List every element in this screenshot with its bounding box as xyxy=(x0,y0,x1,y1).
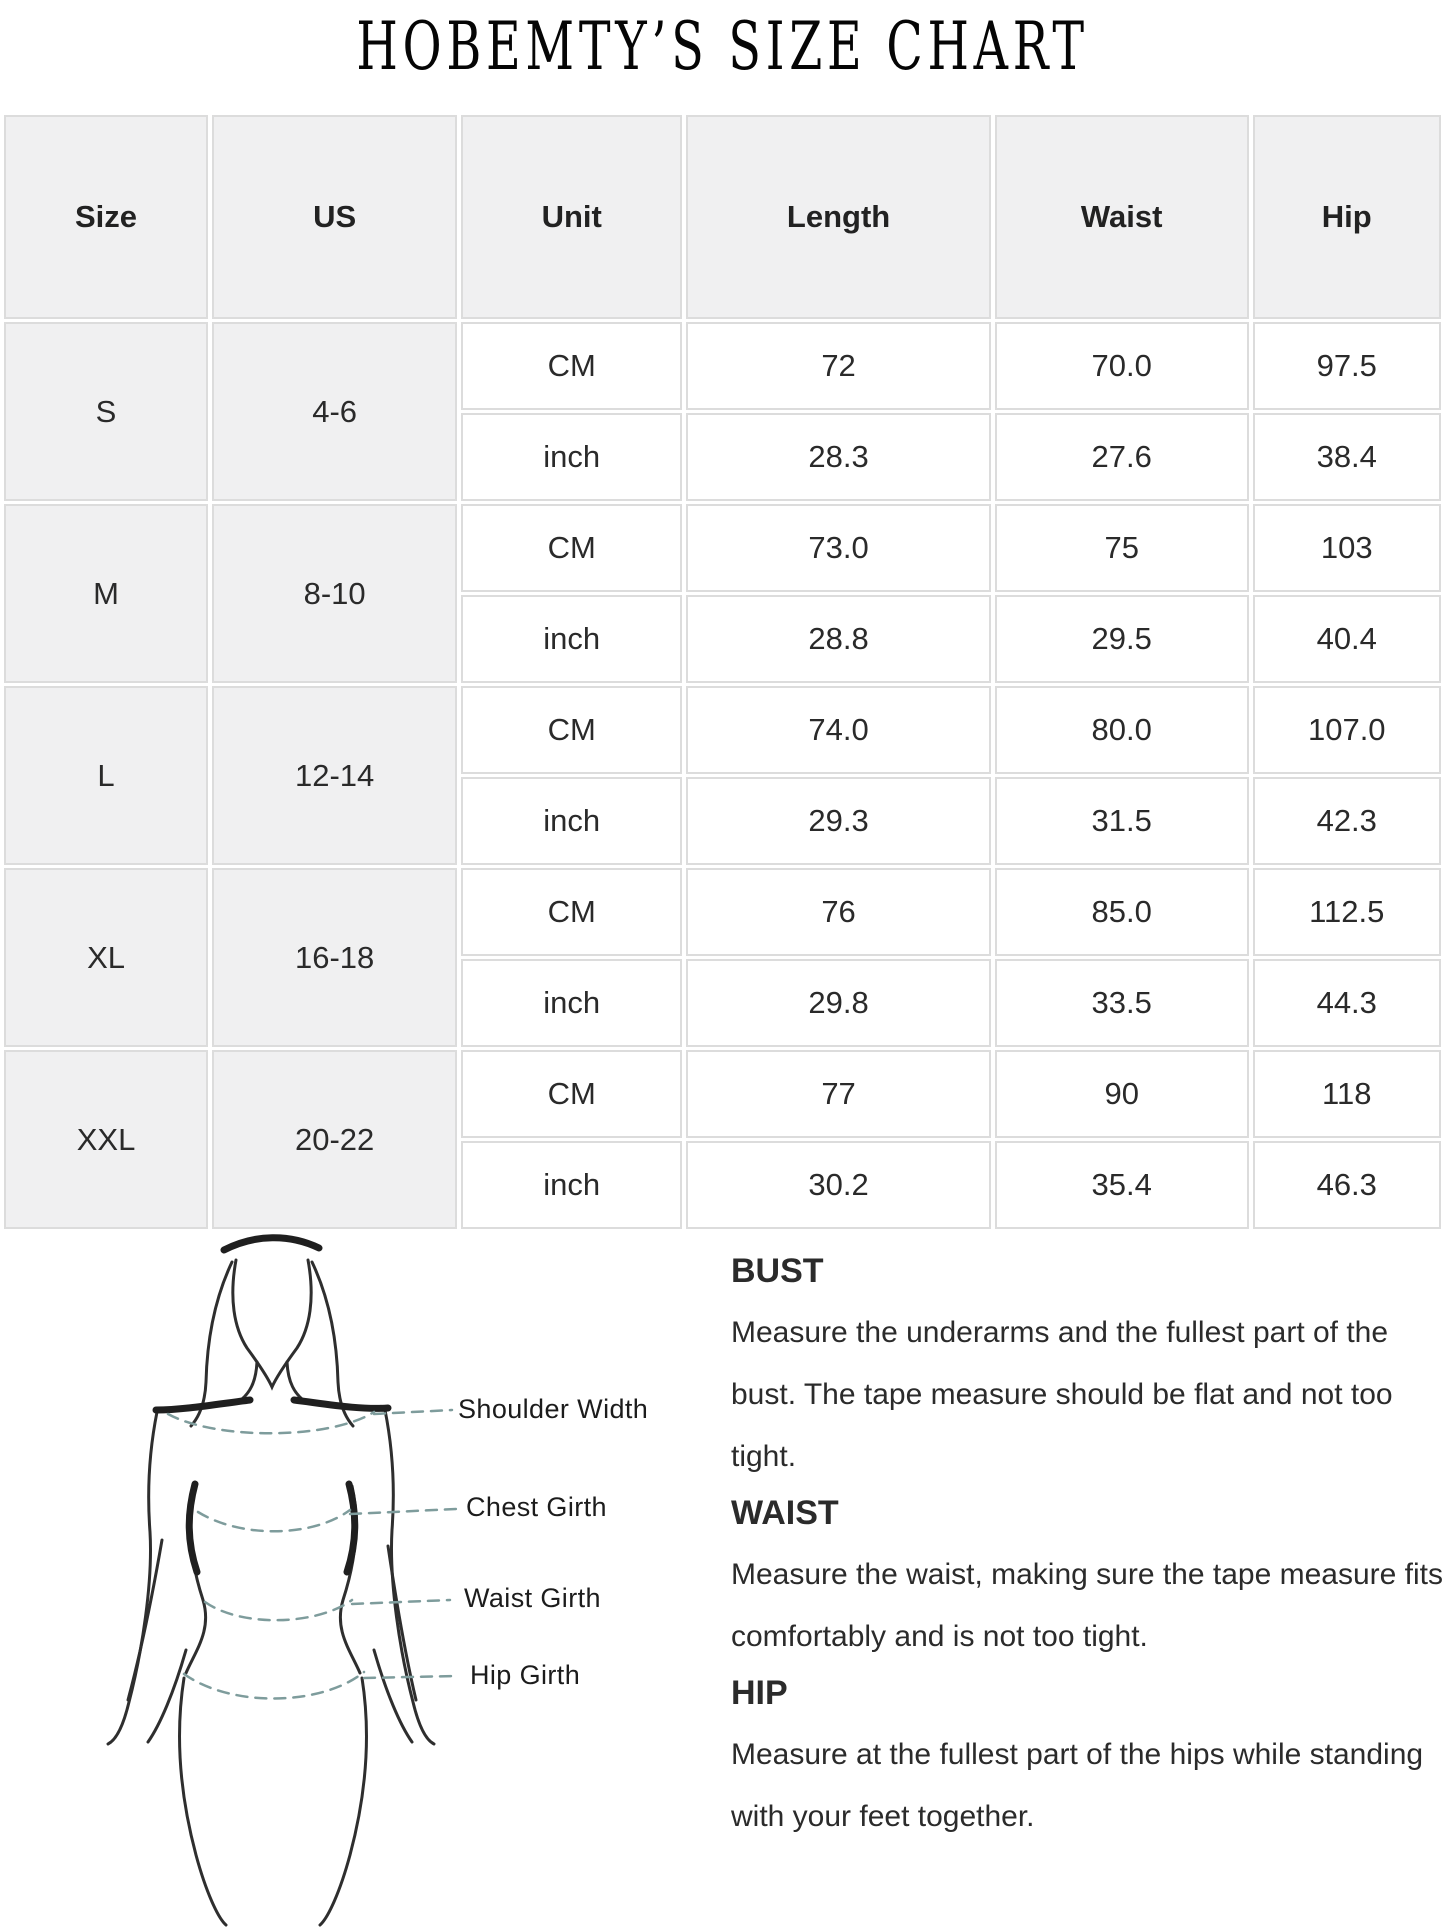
bust-stroke-left xyxy=(189,1484,197,1572)
neck-left xyxy=(237,1362,257,1403)
size-cell: S xyxy=(4,322,208,501)
instruction-text-bust: Measure the underarms and the fullest part of the bust. The tape measure should be flat and not too tight. xyxy=(731,1316,1393,1473)
instruction-text-hip: Measure at the fullest part of the hips while standing with your feet together. xyxy=(731,1738,1424,1833)
unit-cell: inch xyxy=(461,595,682,683)
header-cell-us: US xyxy=(212,115,457,319)
header-cell-size: Size xyxy=(4,115,208,319)
arm-outer-left xyxy=(108,1412,157,1744)
value-cell: 85.0 xyxy=(995,868,1249,956)
measuring-instructions xyxy=(731,1248,1445,1852)
waist-dash-connector xyxy=(352,1600,450,1604)
size-cell: M xyxy=(4,504,208,683)
unit-cell: inch xyxy=(461,777,682,865)
unit-cell: inch xyxy=(461,1141,682,1229)
table-row xyxy=(4,322,1441,410)
value-cell: 90 xyxy=(995,1050,1249,1138)
value-cell: 80.0 xyxy=(995,686,1249,774)
body-figure-drawing xyxy=(0,1230,560,1927)
unit-cell: CM xyxy=(461,504,682,592)
unit-cell: CM xyxy=(461,322,682,410)
chest-dash-connector xyxy=(350,1509,456,1514)
leg-left xyxy=(180,1678,226,1925)
size-cell: XXL xyxy=(4,1050,208,1229)
value-cell: 118 xyxy=(1253,1050,1441,1138)
value-cell: 44.3 xyxy=(1253,959,1441,1047)
hand-right xyxy=(374,1650,412,1742)
value-cell: 70.0 xyxy=(995,322,1249,410)
page-title: HOBEMTY’S SIZE CHART xyxy=(356,8,1089,85)
value-cell: 73.0 xyxy=(686,504,991,592)
unit-cell: CM xyxy=(461,1050,682,1138)
value-cell: 29.3 xyxy=(686,777,991,865)
hair-crown xyxy=(224,1238,319,1250)
instruction-heading-hip: HIP xyxy=(731,1674,788,1712)
us-cell: 4-6 xyxy=(212,322,457,501)
body-measurement-diagram xyxy=(0,1230,700,1927)
chest-dash-curve xyxy=(198,1510,350,1531)
size-cell: XL xyxy=(4,868,208,1047)
instruction-heading-bust: BUST xyxy=(731,1252,824,1290)
value-cell: 76 xyxy=(686,868,991,956)
value-cell: 112.5 xyxy=(1253,868,1441,956)
table-row xyxy=(4,686,1441,774)
figure-label-chest-girth: Chest Girth xyxy=(466,1492,607,1522)
hip-dash-curve xyxy=(184,1672,364,1699)
unit-cell: CM xyxy=(461,686,682,774)
figure-label-waist-girth: Waist Girth xyxy=(464,1583,601,1613)
value-cell: 103 xyxy=(1253,504,1441,592)
value-cell: 42.3 xyxy=(1253,777,1441,865)
header-cell-hip: Hip xyxy=(1253,115,1441,319)
value-cell: 35.4 xyxy=(995,1141,1249,1229)
value-cell: 46.3 xyxy=(1253,1141,1441,1229)
header-cell-unit: Unit xyxy=(461,115,682,319)
us-cell: 16-18 xyxy=(212,868,457,1047)
value-cell: 40.4 xyxy=(1253,595,1441,683)
page-header xyxy=(0,8,1445,85)
figure-label-shoulder-width: Shoulder Width xyxy=(458,1394,649,1424)
table-row xyxy=(4,868,1441,956)
figure-label-hip-girth: Hip Girth xyxy=(470,1660,581,1690)
table-header-row xyxy=(4,115,1441,319)
us-cell: 20-22 xyxy=(212,1050,457,1229)
value-cell: 38.4 xyxy=(1253,413,1441,501)
unit-cell: inch xyxy=(461,413,682,501)
value-cell: 27.6 xyxy=(995,413,1249,501)
value-cell: 28.3 xyxy=(686,413,991,501)
table-row xyxy=(4,1050,1441,1138)
value-cell: 33.5 xyxy=(995,959,1249,1047)
header-cell-waist: Waist xyxy=(995,115,1249,319)
value-cell: 107.0 xyxy=(1253,686,1441,774)
waist-dash-curve xyxy=(205,1600,352,1620)
size-cell: L xyxy=(4,686,208,865)
value-cell: 74.0 xyxy=(686,686,991,774)
value-cell: 30.2 xyxy=(686,1141,991,1229)
table-row xyxy=(4,504,1441,592)
header-cell-length: Length xyxy=(686,115,991,319)
leg-right xyxy=(320,1678,366,1925)
value-cell: 28.8 xyxy=(686,595,991,683)
value-cell: 29.5 xyxy=(995,595,1249,683)
bust-stroke-right xyxy=(347,1484,355,1572)
value-cell: 75 xyxy=(995,504,1249,592)
us-cell: 8-10 xyxy=(212,504,457,683)
hip-dash-connector xyxy=(364,1676,456,1678)
neck-right xyxy=(287,1362,307,1403)
value-cell: 31.5 xyxy=(995,777,1249,865)
value-cell: 72 xyxy=(686,322,991,410)
unit-cell: inch xyxy=(461,959,682,1047)
us-cell: 12-14 xyxy=(212,686,457,865)
value-cell: 77 xyxy=(686,1050,991,1138)
instruction-heading-waist: WAIST xyxy=(731,1494,839,1532)
size-chart-table xyxy=(0,112,1445,1232)
value-cell: 29.8 xyxy=(686,959,991,1047)
face-outline xyxy=(233,1260,311,1387)
instruction-text-waist: Measure the waist, making sure the tape measure fits comfortably and is not too tight. xyxy=(731,1558,1444,1653)
unit-cell: CM xyxy=(461,868,682,956)
value-cell: 97.5 xyxy=(1253,322,1441,410)
